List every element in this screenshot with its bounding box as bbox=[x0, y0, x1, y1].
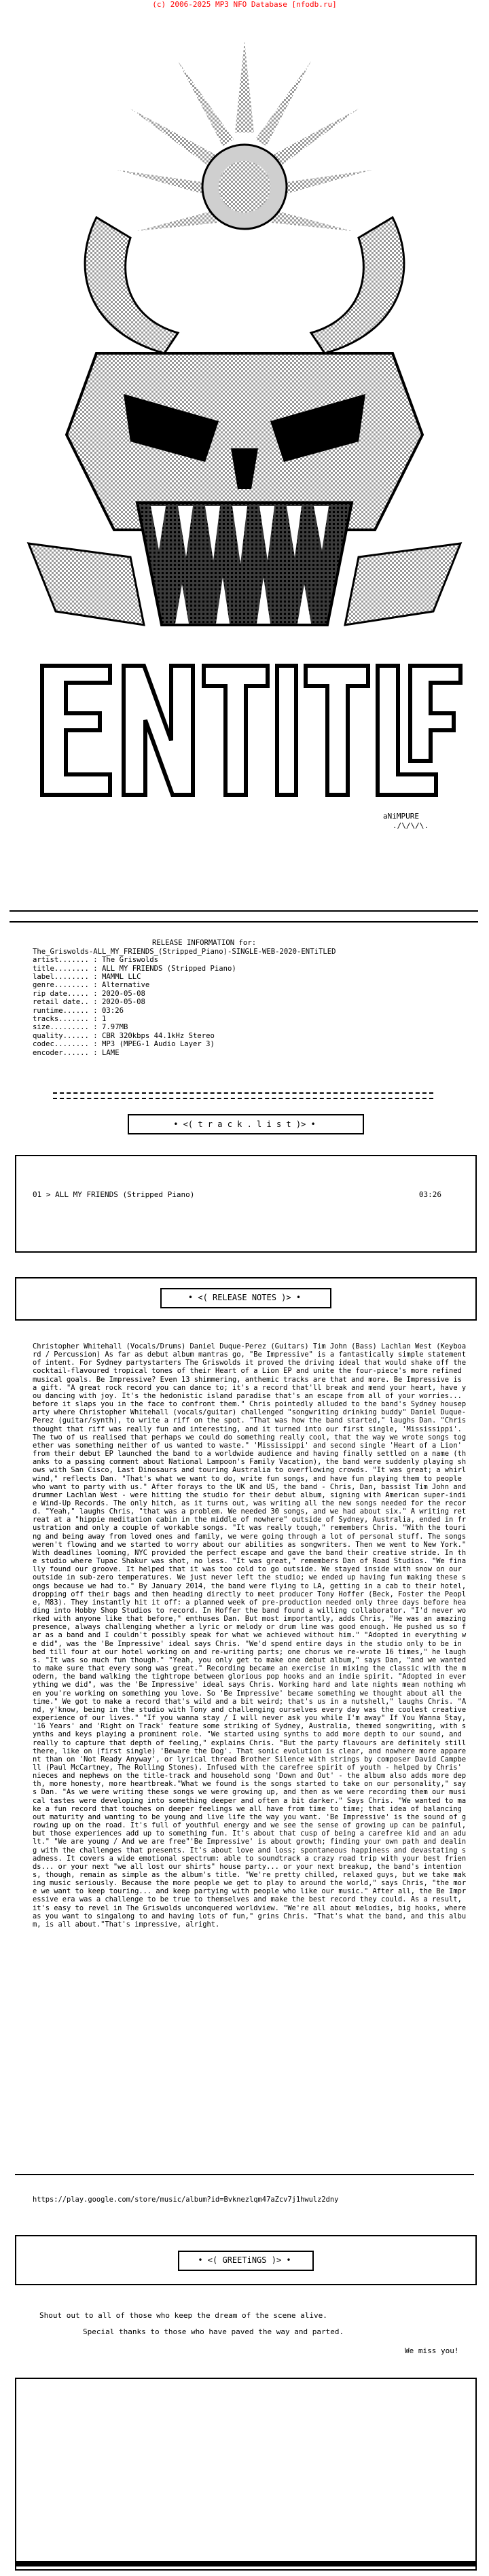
greetings-header: • <( GREETiNGS )> • bbox=[198, 2255, 291, 2265]
release-field-row bbox=[33, 1032, 336, 1040]
release-field-value: : 03:26 bbox=[88, 1006, 124, 1015]
art-divider bbox=[10, 910, 478, 923]
release-fields bbox=[33, 956, 336, 1057]
horns bbox=[85, 217, 404, 353]
release-field-value: : 2020-05-08 bbox=[88, 989, 145, 998]
tracklist-header: • <( t r a c k . l i s t )> • bbox=[173, 1120, 316, 1129]
release-field-label: size......... bbox=[33, 1023, 89, 1032]
release-info bbox=[33, 931, 336, 1057]
release-field-value: : The Griswolds bbox=[88, 956, 158, 965]
release-field-label: genre........ bbox=[33, 981, 89, 990]
release-field-value: : Alternative bbox=[88, 981, 150, 990]
copyright-banner: (c) 2006-2025 MP3 NFO Database [nfodb.ru] bbox=[152, 0, 337, 9]
release-field-label: runtime...... bbox=[33, 1006, 89, 1015]
release-field-label: label........ bbox=[33, 973, 89, 982]
release-field-label: quality...... bbox=[33, 1031, 89, 1040]
release-heading: RELEASE INFORMATION for: bbox=[152, 939, 257, 948]
release-field-row bbox=[33, 1015, 336, 1023]
track-title: 01 > ALL MY FRIENDS (Stripped Piano) bbox=[33, 1190, 195, 1199]
greetings-header-box bbox=[178, 2251, 314, 2271]
release-field-row bbox=[33, 965, 336, 973]
release-field-value: : 7.97MB bbox=[88, 1023, 128, 1032]
release-notes-body: Christopher Whitehall (Vocals/Drums) Daniel Duque-Perez (Guitars) Tim John (Bass) Lachlan West (Keyboard / Percussion) As far as debut album mantras go, "Be Impressive" is a fantastically simple statement of intent. For Sydney partystarters The Griswolds it proved the driving ideal that would shake off the cocktail-flavoured tropical tones of their Heart of a Lion EP and unite the four-piece's more refined musical goals. Be Impressive? Even 13 shimmering, anthemic tracks are that and more. Be Impressive is a gift. "A great rock record you can dance to; it's a record that'll break and mend your heart, have you dancing with joy. It's the hedonistic island paradise that's an escape from all of your worries... before it slaps you in the face to confront them." Chris pointedly alluded to the band's Sydney houseparty where Christopher Whitehall (vocals/guitar) challenged "songwriting drinking buddy" Daniel Duque-Perez (guitar/synth), to write a riff on the spot. "That was how the band started," laughs Dan. "Chris thought that riff was really fun and interesting, and it turned into our first single, 'Mississippi'. The two of us realised that perhaps we could do something really cool, that the way we wrote songs together was something neither of us wanted to waste." 'Mississippi' and second single 'Heart of a Lion' from their debut EP launched the band to a worldwide audience and having finally settled on a name (thanks to a passing comment about National Lampoon's Family Vacation), the band were suddenly playing shows with San Cisco, Last Dinosaurs and touring Australia to overflowing crowds. "It was great; a whirlwind," reflects Dan. "That's what we want to do, write fun songs, and have fun playing them to people who want to party with us." After forays to the UK and US, the band - Chris, Dan, bassist Tim John and drummer Lachlan West - were hitting the studio for their debut album, signing with American super-indie Wind-Up Records. The only hitch, as it turns out, was writing all the new songs needed for the record. "Yeah," laughs Chris, "that was a problem. We needed 30 songs, and we had about six." A writing retreat at a "hippie meditation cabin in the middle of nowhere" outside of Sydney, Australia, ended in frustration and only a couple of workable songs. "It was really tough," remembers Chris. "With the touring and being away from loved ones and family, we were going through a lot of personal stuff. The songs weren't flowing and we started to worry about our abilities as songwriters. Then we went to New York." With deadlines looming, NYC provided the perfect escape and gave the band their creative stride. In the studio where Tupac Shakur was shot, no less. "It was great," remembers Dan of Road Studios. "We finally found our groove. It helped that it was too cold to go outside. We stayed inside with snow on our outside in sub-zero temperatures. We just never left the studio; we ended up having fun making these songs because we had to." By January 2014, the band were flying to LA, getting in a cab to their hotel, dropping off their bags and then heading directly to meet producer Tony Hoffer (Beck, Foster the People, M83). They instantly hit it off: a planned week of pre-production needed only three days before heading into Hobby Shop Studios to record. In Hoffer the band found a willing collaborator. "I'd never worked with anyone like that before," enthuses Dan. But most importantly, adds Chris, "He was an amazing presence, always challenging whether a lyric or melody or drum line was good enough. He pushed us so far as a band and I couldn't possibly speak for what we achieved without him." "Adopted in everything we did", was the 'Be Impressive' ideal says Chris. "We'd spend entire days in the studio only to be in bed till four at our hotel working on and re-writing parts; one chorus we re-wrote 16 times," he laughs. "It was so much fun though." "Yeah, you only get to make one debut album," says Dan, "and we wanted to make sure that every song was great." Recording became an exercise in mixing the classic with the modern, the band walking the tightrope between glorious pop hooks and an indie spirit. "Adopted in everything we did", was the 'Be Impressive' ideal says Chris. Working hard and late nights mean nothing when you're working on something you love. So 'Be Impressive' became something we thought about all the time." We got to make a record that's wild and a bit weird; that's us in a nutshell," laughs Chris. "And, y'know, being in the studio with Tony and challenging ourselves every day was the coolest creative experience of our lives." "If you wanna stay / I will never ask you while I'm away" If You Wanna Stay, '16 Years' and 'Right on Track' feature some striking of Sydney, Australia, themed songwriting, with synths and keys playing a prominent role. "We started using synths to add more depth to our sound, and really to capture that depth of feeling," explains Chris. "But the party flavours are definitely still there, like on (first single) 'Beware the Dog'. That sonic evolution is clear, and nowhere more apparent than on 'Not Ready Anyway', or lyrical thread Brother Silence with strings by composer David Campbell (Paul McCartney, The Rolling Stones). Infused with the carefree spirit of youth - helped by Chris' nieces and nephews on the title-track and household song 'Down and Out' - the album also adds more depth, more honesty, more heartbreak."What we found is the songs started to take on our personality," says Dan. "As we were writing these songs we were growing up, and then as we were recording them our musical tastes were developing into something deeper and often a bit darker." Says Chris. "We wanted to make a fun record that touches on deeper feelings we all have from time to time; that idea of balancing out maturity and wanting to be young and live life the way you want. 'Be Impressive' is the sound of growing up on the road. It's full of youthful energy and we see the sense of growing up can be painful, but those experiences add up to something fun. It's about that cusp of being a carefree kid and an adult." "We are young / And we are free"'Be Impressive' is about growth; finding your own path and dealing with the challenges that presents. It's about love and loss; spontaneous happiness and devastating sadness. It covers a wide emotional spectrum: able to soundtrack a crazy road trip with your best friends... or your next "we all lost our shirts" house party... or your next breakup, the band's intentions, though, remain as simple as the album's title. "We're pretty chilled, relaxed guys, but we take making music seriously. Because the more people we get to play to around the world," says Chris, "the more we want to keep touring... and keep partying with people who like our music." After all, the Be Impressive era was a challenge to be true to themselves and make the best record they could. As a result, it's easy to revel in The Griswolds unconquered worldview. "We're all about melodies, big hooks, whereas you want to singalong to and having lots of fun," grins Chris. "That's what the band, and this album, is all about."That's impressive, alright. bbox=[33, 1342, 471, 1929]
notes-frame-bottom bbox=[15, 2174, 474, 2179]
release-notes-header-box bbox=[160, 1288, 331, 1308]
tracklist-rule-bottom bbox=[53, 1098, 433, 1099]
greetings-line-1: Shout out to all of those who keep the dream of the scene alive. bbox=[39, 2311, 327, 2320]
tracklist-rule-top bbox=[53, 1092, 433, 1094]
release-field-row bbox=[33, 1023, 336, 1031]
greetings-line-3: We miss you! bbox=[405, 2346, 459, 2355]
release-notes-header: • <( RELEASE NOTES )> • bbox=[187, 1293, 302, 1302]
release-field-value: : ALL MY FRIENDS (Stripped Piano) bbox=[88, 964, 236, 973]
release-name: The_Griswolds-ALL_MY_FRIENDS_(Stripped_Piano)-SINGLE-WEB-2020-ENTiTLED bbox=[33, 947, 336, 956]
release-field-row bbox=[33, 1049, 336, 1057]
tracklist-header-box bbox=[128, 1114, 364, 1134]
release-field-row bbox=[33, 998, 336, 1006]
release-field-row bbox=[33, 956, 336, 964]
logo-lettering bbox=[42, 666, 460, 795]
release-field-row bbox=[33, 1007, 336, 1015]
tracklist-frame bbox=[15, 1155, 477, 1253]
store-link[interactable]: https://play.google.com/store/music/album?id=Bvknezlqm47aZcv7j1hwulz2dny bbox=[33, 2196, 339, 2204]
group-tag: aNiMPURE bbox=[383, 812, 419, 821]
track-time: 03:26 bbox=[418, 1190, 441, 1199]
release-field-row bbox=[33, 1040, 336, 1048]
release-field-label: tracks....... bbox=[33, 1015, 89, 1024]
release-field-row bbox=[33, 973, 336, 981]
release-field-label: encoder...... bbox=[33, 1048, 89, 1057]
group-sub: ./\/\/\. bbox=[393, 821, 429, 830]
release-field-label: retail date.. bbox=[33, 998, 89, 1007]
release-field-label: title........ bbox=[33, 964, 89, 973]
ascii-art-logo bbox=[15, 14, 474, 897]
release-field-label: rip date..... bbox=[33, 989, 89, 998]
release-field-label: codec........ bbox=[33, 1040, 89, 1049]
release-field-value: : MAMML LLC bbox=[88, 973, 141, 982]
release-field-value: : CBR 320kbps 44.1kHz Stereo bbox=[88, 1031, 215, 1040]
footer-bar bbox=[15, 2561, 477, 2566]
footer-frame bbox=[15, 2378, 477, 2571]
release-field-label: artist....... bbox=[33, 956, 89, 965]
release-field-row bbox=[33, 990, 336, 998]
greetings-line-2: Special thanks to those who have paved the way and parted. bbox=[83, 2327, 344, 2336]
release-field-value: : 2020-05-08 bbox=[88, 998, 145, 1007]
release-field-value: : LAME bbox=[88, 1048, 120, 1057]
release-field-value: : 1 bbox=[88, 1015, 107, 1024]
release-field-value: : MP3 (MPEG-1 Audio Layer 3) bbox=[88, 1040, 215, 1049]
release-field-row bbox=[33, 981, 336, 989]
